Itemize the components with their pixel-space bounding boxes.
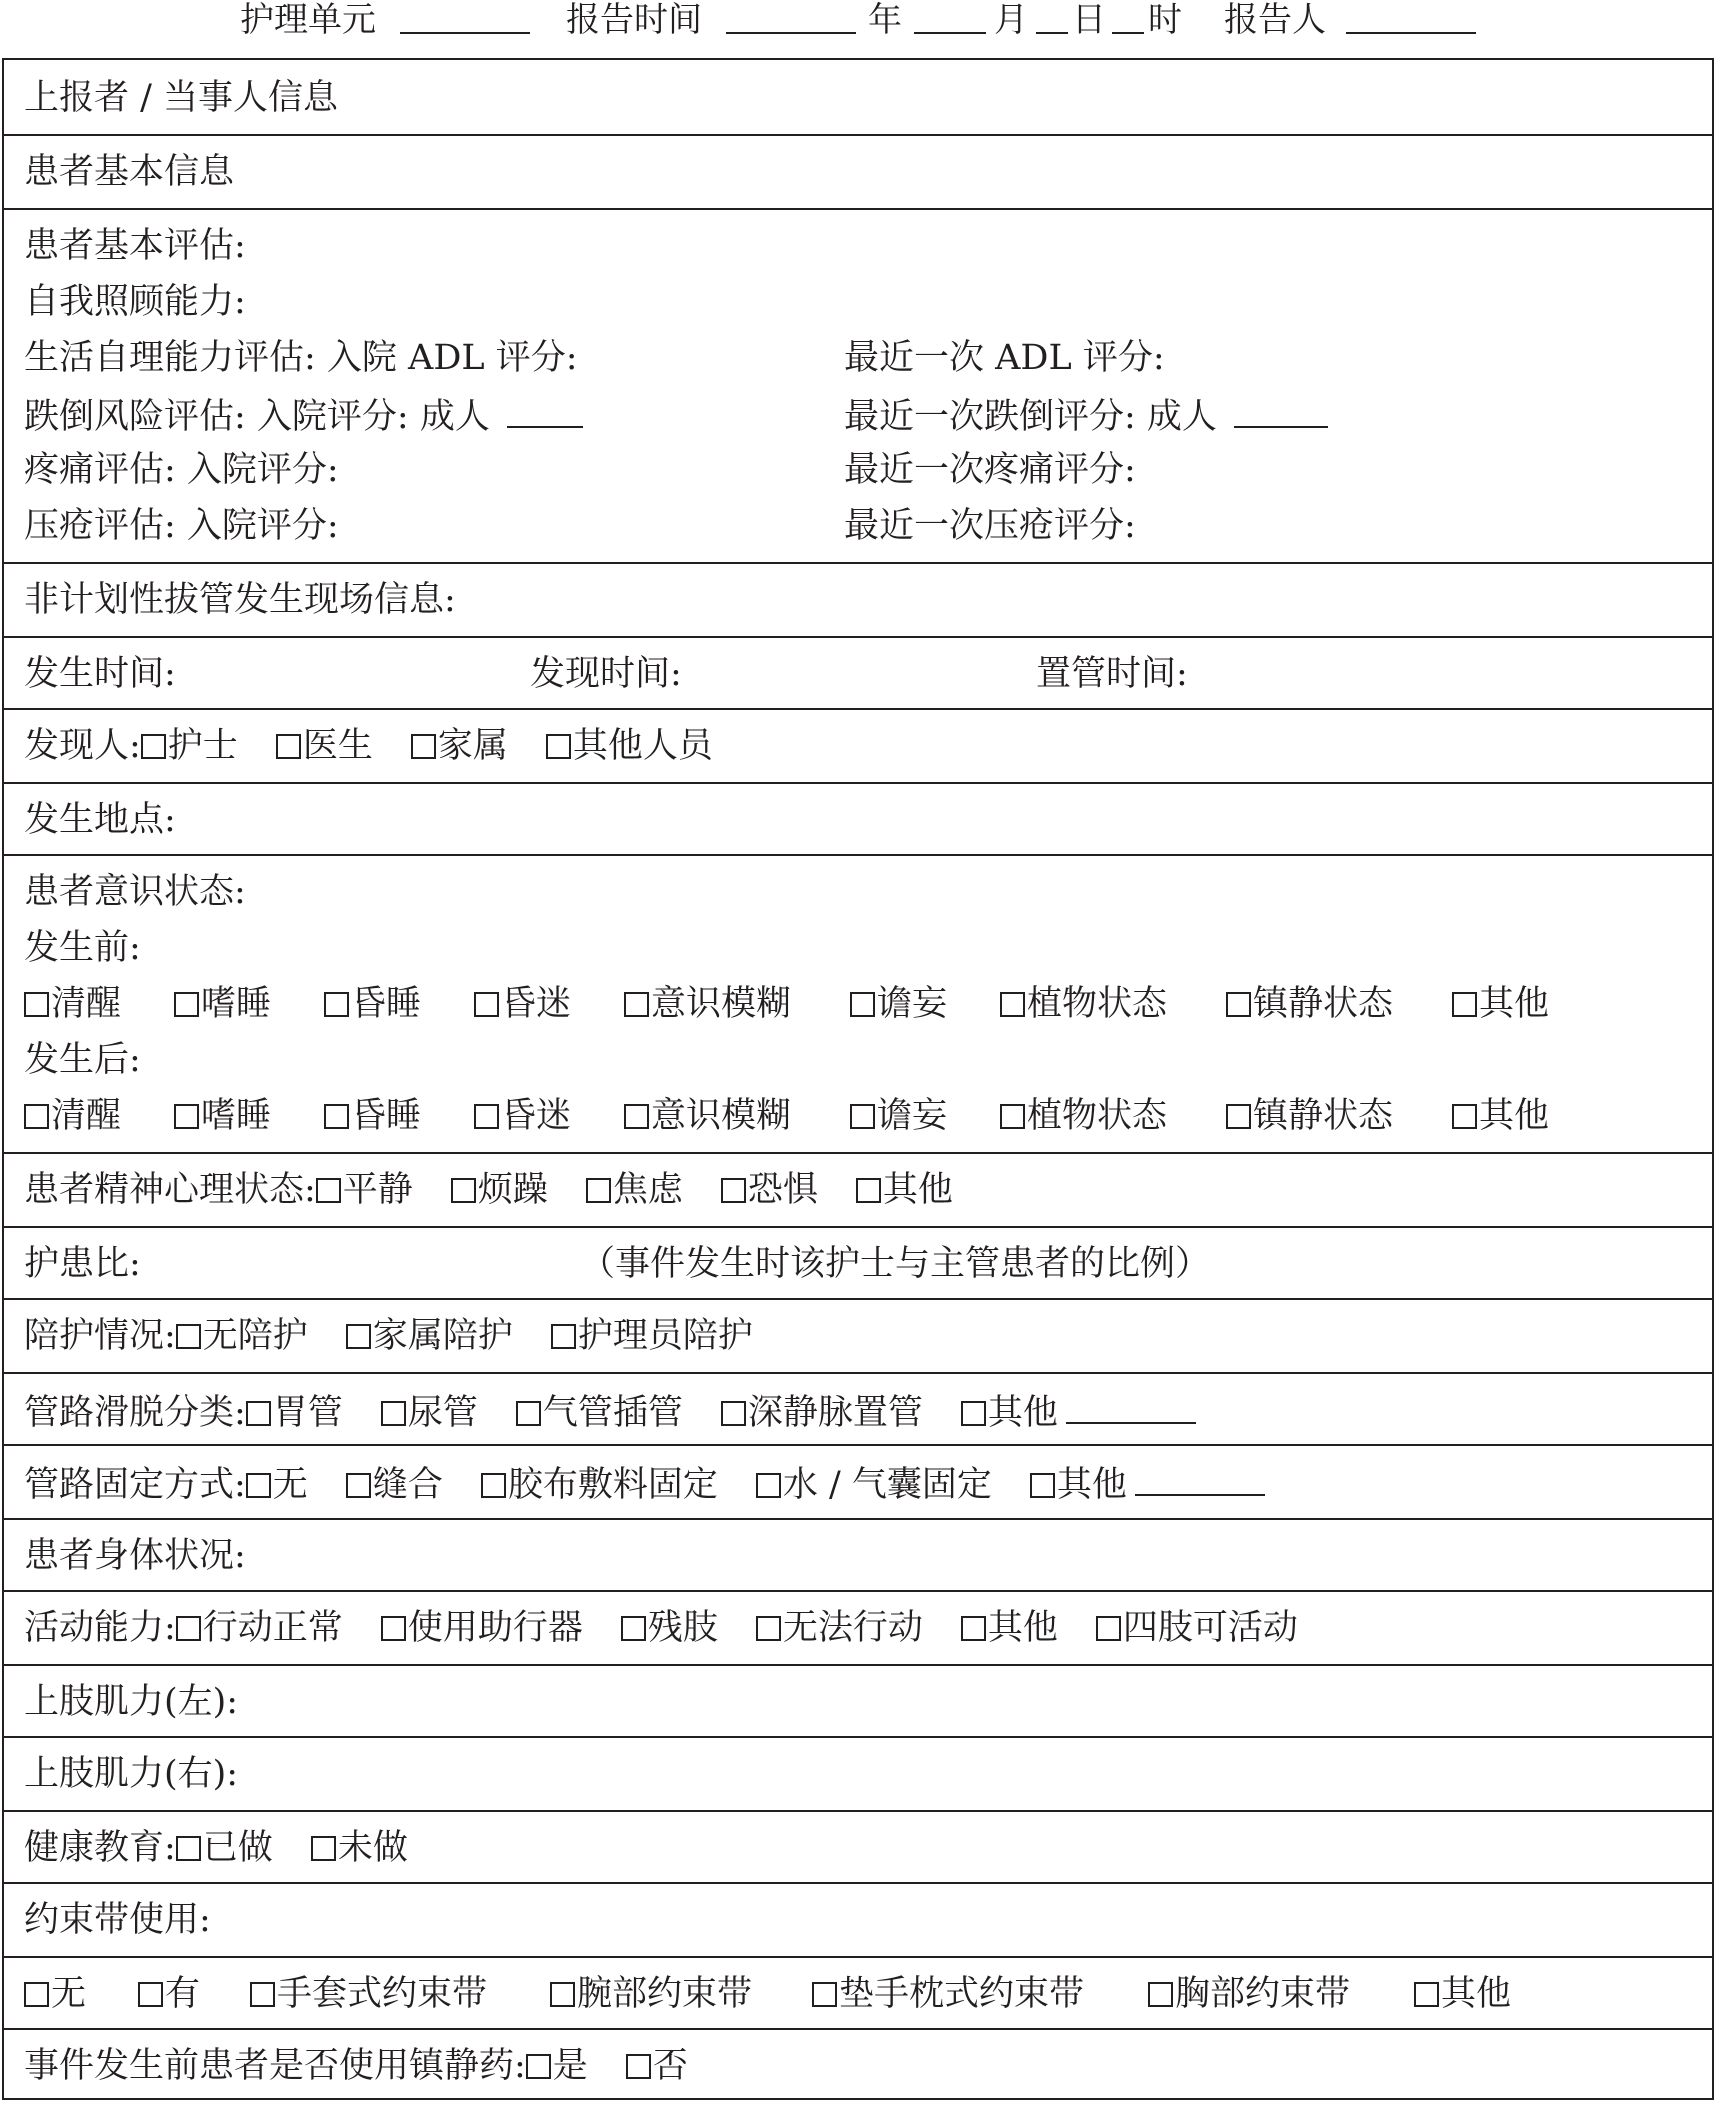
discoverer-label: 发现人: — [24, 726, 141, 766]
option-label: 已做 — [202, 1828, 273, 1868]
after-option-delirium[interactable] — [850, 1096, 947, 1136]
option-label: 未做 — [337, 1828, 408, 1868]
checkbox[interactable] — [546, 734, 571, 759]
pain-admit-label: 疼痛评估: 入院评分: — [24, 450, 339, 490]
checkbox[interactable] — [756, 1473, 781, 1498]
report-day-field[interactable] — [1036, 0, 1068, 43]
before-option-coma[interactable] — [474, 984, 571, 1024]
restraint-label: 约束带使用: — [24, 1900, 211, 1940]
reporter-field[interactable] — [1346, 0, 1476, 43]
option-label: 手套式约束带 — [277, 1974, 488, 2014]
checkbox[interactable] — [621, 1616, 646, 1641]
option-label: 其他 — [987, 1608, 1058, 1648]
escort-row — [4, 1300, 1712, 1374]
fixation-other-field[interactable] — [1135, 1462, 1265, 1496]
checkbox[interactable] — [174, 992, 199, 1017]
tube-type-line — [24, 1390, 1196, 1433]
checkbox[interactable] — [1452, 992, 1477, 1017]
option-label: 其他 — [1479, 1096, 1550, 1136]
checkbox[interactable] — [176, 1836, 201, 1861]
checkbox[interactable] — [586, 1178, 611, 1203]
tube-option-other[interactable] — [961, 1390, 1196, 1433]
patient-info-row — [4, 136, 1712, 210]
restraint-option-other[interactable] — [1414, 1974, 1511, 2014]
discoverer-line — [24, 726, 713, 766]
checkbox[interactable] — [721, 1178, 746, 1203]
checkbox[interactable] — [1096, 1616, 1121, 1641]
found-time-label: 发现时间: — [530, 654, 682, 694]
checkbox[interactable] — [1226, 992, 1251, 1017]
option-label: 垫手枕式约束带 — [839, 1974, 1085, 2014]
checkbox[interactable] — [451, 1178, 476, 1203]
checkbox[interactable] — [138, 1982, 163, 2007]
option-label: 镇静状态 — [1253, 984, 1394, 1024]
tube-option-tracheal[interactable] — [516, 1393, 683, 1433]
option-label: 谵妄 — [877, 984, 948, 1024]
consciousness-before-label: 发生前: — [24, 928, 141, 968]
checkbox[interactable] — [24, 1104, 49, 1129]
checkbox[interactable] — [1226, 1104, 1251, 1129]
after-option-awake[interactable] — [24, 1096, 121, 1136]
fixation-line — [24, 1462, 1265, 1505]
option-label: 胸部约束带 — [1175, 1974, 1351, 2014]
option-label: 家属陪护 — [372, 1316, 513, 1356]
fixation-row — [4, 1446, 1712, 1520]
checkbox[interactable] — [411, 734, 436, 759]
escort-option-none[interactable] — [176, 1316, 308, 1356]
checkbox[interactable] — [1030, 1473, 1055, 1498]
checkbox[interactable] — [246, 1473, 271, 1498]
before-option-confusion[interactable] — [624, 984, 791, 1024]
option-label: 意识模糊 — [651, 984, 792, 1024]
body-condition-label: 患者身体状况: — [24, 1536, 246, 1576]
location-label: 发生地点: — [24, 800, 176, 840]
option-label: 植物状态 — [1027, 1096, 1168, 1136]
mental-option-other[interactable] — [856, 1170, 953, 1210]
option-label: 镇静状态 — [1253, 1096, 1394, 1136]
checkbox[interactable] — [551, 1324, 576, 1349]
report-month-field[interactable] — [914, 0, 986, 43]
checkbox[interactable] — [324, 1104, 349, 1129]
checkbox[interactable] — [141, 734, 166, 759]
strength-left-label: 上肢肌力(左): — [24, 1682, 239, 1722]
ulcer-recent-label: 最近一次压疮评分: — [844, 506, 1136, 546]
strength-left-row — [4, 1666, 1712, 1738]
checkbox[interactable] — [311, 1836, 336, 1861]
option-label: 四肢可活动 — [1122, 1608, 1298, 1648]
sedative-option-no[interactable] — [626, 2046, 688, 2086]
option-label: 昏迷 — [501, 984, 572, 1024]
checkbox[interactable] — [856, 1178, 881, 1203]
restraint-option-yes[interactable] — [138, 1974, 200, 2014]
checkbox[interactable] — [24, 1982, 49, 2007]
mobility-option-walker[interactable] — [381, 1608, 583, 1648]
option-label: 其他 — [987, 1393, 1058, 1433]
checkbox[interactable] — [624, 992, 649, 1017]
consciousness-title: 患者意识状态: — [24, 872, 246, 912]
report-time-label: 报告时间 — [566, 0, 702, 40]
option-label: 其他 — [1056, 1465, 1127, 1505]
tube-option-gastric[interactable] — [246, 1393, 343, 1433]
escort-option-caregiver[interactable] — [551, 1316, 753, 1356]
fixation-option-other[interactable] — [1030, 1462, 1265, 1505]
before-option-awake[interactable] — [24, 984, 121, 1024]
month-label: 月 — [994, 0, 1028, 40]
checkbox[interactable] — [174, 1104, 199, 1129]
option-label: 其他 — [1479, 984, 1550, 1024]
checkbox[interactable] — [324, 992, 349, 1017]
fall-recent-label: 最近一次跌倒评分: 成人 — [844, 397, 1217, 437]
occur-time-label: 发生时间: — [24, 654, 176, 694]
after-option-vegetative[interactable] — [1000, 1096, 1167, 1136]
option-label: 胃管 — [272, 1393, 343, 1433]
scene-info-row — [4, 564, 1712, 638]
report-header — [0, 0, 1718, 56]
option-label: 无法行动 — [782, 1608, 923, 1648]
option-label: 其他 — [1441, 1974, 1512, 2014]
reporter-info-label: 上报者 / 当事人信息 — [24, 78, 339, 118]
before-option-delirium[interactable] — [850, 984, 947, 1024]
checkbox[interactable] — [850, 1104, 875, 1129]
after-option-drowsy[interactable] — [174, 1096, 271, 1136]
option-label: 嗜睡 — [201, 984, 272, 1024]
mobility-row — [4, 1592, 1712, 1666]
checkbox[interactable] — [812, 1982, 837, 2007]
checkbox[interactable] — [1414, 1982, 1439, 2007]
assessment-title: 患者基本评估: — [24, 226, 246, 266]
checkbox[interactable] — [316, 1178, 341, 1203]
restraint-option-wrist[interactable] — [550, 1974, 752, 2014]
option-label: 水 / 气囊固定 — [782, 1465, 992, 1505]
fall-admit-label: 跌倒风险评估: 入院评分: 成人 — [24, 397, 490, 437]
checkbox[interactable] — [24, 992, 49, 1017]
fall-admit-row — [24, 394, 583, 437]
option-label: 其他 — [882, 1170, 953, 1210]
option-label: 烦躁 — [477, 1170, 548, 1210]
option-label: 医生 — [302, 726, 373, 766]
tube-other-field[interactable] — [1066, 1390, 1196, 1424]
education-label: 健康教育: — [24, 1828, 176, 1868]
mental-option-calm[interactable] — [316, 1170, 413, 1210]
ratio-label: 护患比: — [24, 1244, 141, 1284]
option-label: 气管插管 — [542, 1393, 683, 1433]
checkbox[interactable] — [250, 1982, 275, 2007]
fall-admit-field[interactable] — [507, 394, 583, 428]
year-label: 年 — [868, 0, 902, 40]
checkbox[interactable] — [1148, 1982, 1173, 2007]
education-option-done[interactable] — [176, 1828, 273, 1868]
report-year-field[interactable] — [726, 0, 856, 43]
option-label: 使用助行器 — [407, 1608, 583, 1648]
option-label: 腕部约束带 — [577, 1974, 753, 2014]
mental-state-label: 患者精神心理状态: — [24, 1170, 316, 1210]
location-row — [4, 784, 1712, 856]
checkbox[interactable] — [516, 1401, 541, 1426]
adl-admit-label: 生活自理能力评估: 入院 ADL 评分: — [24, 338, 578, 378]
consciousness-row — [4, 856, 1712, 1154]
option-label: 残肢 — [647, 1608, 718, 1648]
restraint-options-row — [4, 1958, 1712, 2030]
after-option-coma[interactable] — [474, 1096, 571, 1136]
mobility-option-immobile[interactable] — [756, 1608, 923, 1648]
checkbox[interactable] — [850, 992, 875, 1017]
option-label: 平静 — [342, 1170, 413, 1210]
option-label: 无 — [272, 1465, 308, 1505]
checkbox[interactable] — [474, 1104, 499, 1129]
mental-state-line — [24, 1170, 953, 1210]
fixation-option-suture[interactable] — [346, 1465, 443, 1505]
reporter-label: 报告人 — [1224, 0, 1326, 40]
checkbox[interactable] — [721, 1401, 746, 1426]
before-option-sedated[interactable] — [1226, 984, 1393, 1024]
mobility-line — [24, 1608, 1298, 1648]
discoverer-option-nurse[interactable] — [141, 726, 238, 766]
option-label: 意识模糊 — [651, 1096, 792, 1136]
option-label: 昏睡 — [351, 984, 422, 1024]
option-label: 胶布敷料固定 — [507, 1465, 718, 1505]
option-label: 尿管 — [407, 1393, 478, 1433]
tube-option-urinary[interactable] — [381, 1393, 478, 1433]
mobility-option-other[interactable] — [961, 1608, 1058, 1648]
checkbox[interactable] — [756, 1616, 781, 1641]
fall-recent-row — [844, 394, 1328, 437]
fixation-option-tape[interactable] — [481, 1465, 718, 1505]
after-option-confusion[interactable] — [624, 1096, 791, 1136]
fixation-option-balloon[interactable] — [756, 1465, 992, 1505]
body-condition-row — [4, 1520, 1712, 1592]
mental-option-fear[interactable] — [721, 1170, 818, 1210]
education-line — [24, 1828, 408, 1868]
checkbox[interactable] — [550, 1982, 575, 2007]
patient-info-label: 患者基本信息 — [24, 152, 235, 192]
reporter-info-row — [4, 60, 1712, 136]
option-label: 无陪护 — [202, 1316, 308, 1356]
checkbox[interactable] — [1452, 1104, 1477, 1129]
mental-option-irritable[interactable] — [451, 1170, 548, 1210]
fixation-option-none[interactable] — [246, 1465, 308, 1505]
strength-right-row — [4, 1738, 1712, 1812]
escort-option-family[interactable] — [346, 1316, 513, 1356]
checkbox[interactable] — [346, 1473, 371, 1498]
education-row — [4, 1812, 1712, 1884]
option-label: 焦虑 — [612, 1170, 683, 1210]
after-option-sedated[interactable] — [1226, 1096, 1393, 1136]
adl-recent-label: 最近一次 ADL 评分: — [844, 338, 1165, 378]
option-label: 深静脉置管 — [747, 1393, 923, 1433]
option-label: 植物状态 — [1027, 984, 1168, 1024]
restraint-option-chest[interactable] — [1148, 1974, 1350, 2014]
mobility-label: 活动能力: — [24, 1608, 176, 1648]
incident-report-form — [2, 58, 1714, 2100]
option-label: 昏迷 — [501, 1096, 572, 1136]
option-label: 家属 — [437, 726, 508, 766]
restraint-option-mitten[interactable] — [250, 1974, 487, 2014]
checkbox[interactable] — [246, 1401, 271, 1426]
ulcer-admit-label: 压疮评估: 入院评分: — [24, 506, 339, 546]
checkbox[interactable] — [176, 1616, 201, 1641]
nursing-unit-label: 护理单元 — [240, 0, 376, 40]
restraint-label-row — [4, 1884, 1712, 1958]
mobility-option-limbs-active[interactable] — [1096, 1608, 1298, 1648]
checkbox[interactable] — [1000, 1104, 1025, 1129]
option-label: 嗜睡 — [201, 1096, 272, 1136]
option-label: 其他人员 — [572, 726, 713, 766]
option-label: 缝合 — [372, 1465, 443, 1505]
checkbox[interactable] — [474, 992, 499, 1017]
checkbox[interactable] — [961, 1616, 986, 1641]
option-label: 清醒 — [51, 1096, 122, 1136]
before-option-stupor[interactable] — [324, 984, 421, 1024]
sedative-line — [24, 2046, 688, 2086]
discoverer-option-doctor[interactable] — [276, 726, 373, 766]
checkbox[interactable] — [481, 1473, 506, 1498]
mobility-option-normal[interactable] — [176, 1608, 343, 1648]
checkbox[interactable] — [276, 734, 301, 759]
option-label: 谵妄 — [877, 1096, 948, 1136]
scene-info-label: 非计划性拔管发生现场信息: — [24, 580, 456, 620]
discoverer-option-other[interactable] — [546, 726, 713, 766]
assessment-row — [4, 210, 1712, 564]
fixation-label: 管路固定方式: — [24, 1465, 246, 1505]
checkbox[interactable] — [626, 2054, 651, 2079]
before-option-drowsy[interactable] — [174, 984, 271, 1024]
mental-option-anxious[interactable] — [586, 1170, 683, 1210]
before-option-vegetative[interactable] — [1000, 984, 1167, 1024]
sedative-label: 事件发生前患者是否使用镇静药: — [24, 2046, 526, 2086]
tube-type-label: 管路滑脱分类: — [24, 1393, 246, 1433]
checkbox[interactable] — [176, 1324, 201, 1349]
mental-state-row — [4, 1154, 1712, 1228]
education-option-not-done[interactable] — [311, 1828, 408, 1868]
restraint-option-pillow[interactable] — [812, 1974, 1084, 2014]
option-label: 行动正常 — [202, 1608, 343, 1648]
pain-recent-label: 最近一次疼痛评分: — [844, 450, 1136, 490]
option-label: 昏睡 — [351, 1096, 422, 1136]
checkbox[interactable] — [381, 1401, 406, 1426]
restraint-option-none[interactable] — [24, 1974, 86, 2014]
option-label: 否 — [652, 2046, 688, 2086]
checkbox[interactable] — [961, 1401, 986, 1426]
option-label: 是 — [552, 2046, 588, 2086]
consciousness-after-label: 发生后: — [24, 1040, 141, 1080]
mobility-option-amputee[interactable] — [621, 1608, 718, 1648]
nurse-patient-ratio-row — [4, 1228, 1712, 1300]
sedative-option-yes[interactable] — [526, 2046, 588, 2086]
hour-label: 时 — [1148, 0, 1182, 40]
option-label: 护士 — [167, 726, 238, 766]
strength-right-label: 上肢肌力(右): — [24, 1754, 239, 1794]
tube-type-row — [4, 1374, 1712, 1446]
placed-time-label: 置管时间: — [1036, 654, 1188, 694]
nursing-unit-field[interactable] — [400, 0, 530, 43]
discoverer-row — [4, 710, 1712, 784]
option-label: 清醒 — [51, 984, 122, 1024]
after-option-other[interactable] — [1452, 1096, 1549, 1136]
option-label: 护理员陪护 — [577, 1316, 753, 1356]
escort-line — [24, 1316, 753, 1356]
fall-recent-field[interactable] — [1234, 394, 1328, 428]
day-label: 日 — [1072, 0, 1106, 40]
checkbox[interactable] — [1000, 992, 1025, 1017]
checkbox[interactable] — [346, 1324, 371, 1349]
tube-option-cvc[interactable] — [721, 1393, 923, 1433]
ratio-note: （事件发生时该护士与主管患者的比例） — [580, 1244, 1211, 1284]
sedative-row — [4, 2030, 1712, 2098]
before-option-other[interactable] — [1452, 984, 1549, 1024]
checkbox[interactable] — [624, 1104, 649, 1129]
discoverer-option-family[interactable] — [411, 726, 508, 766]
option-label: 无 — [51, 1974, 87, 2014]
escort-label: 陪护情况: — [24, 1316, 176, 1356]
after-option-stupor[interactable] — [324, 1096, 421, 1136]
report-hour-field[interactable] — [1112, 0, 1144, 43]
option-label: 有 — [165, 1974, 201, 2014]
times-row — [4, 638, 1712, 710]
checkbox[interactable] — [526, 2054, 551, 2079]
option-label: 恐惧 — [747, 1170, 818, 1210]
self-care-label: 自我照顾能力: — [24, 282, 246, 322]
checkbox[interactable] — [381, 1616, 406, 1641]
